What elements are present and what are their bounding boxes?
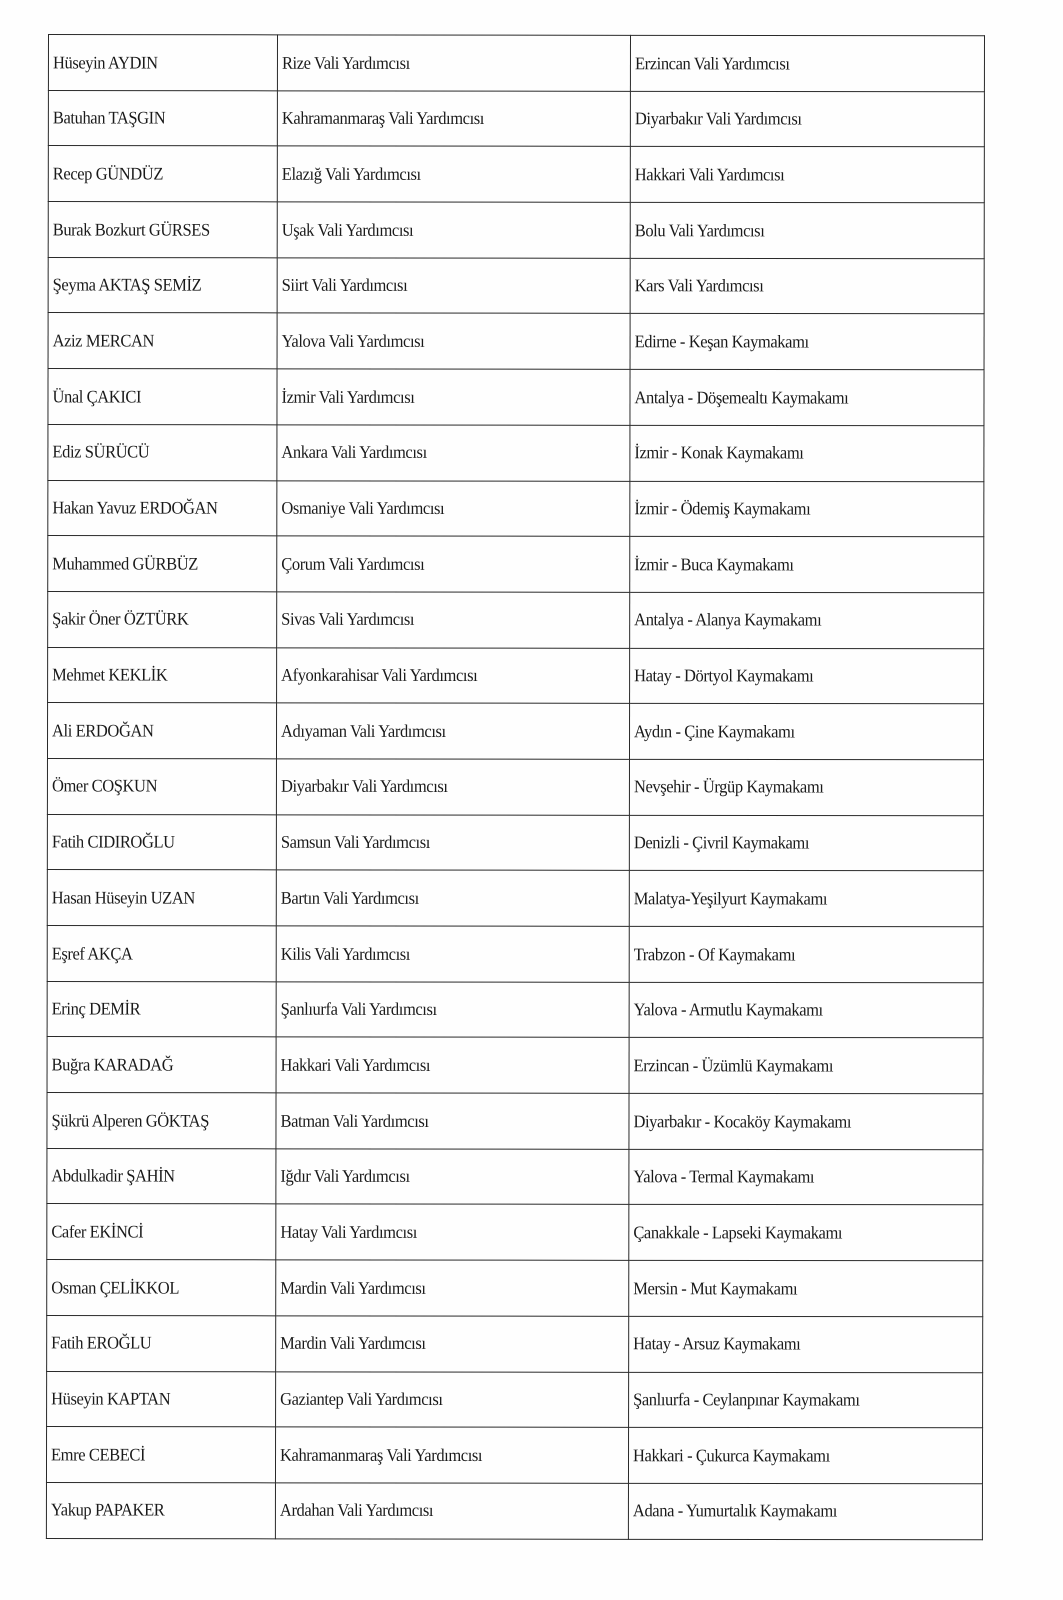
- cell-former-post: Diyarbakır Vali Yardımcısı: [276, 757, 629, 818]
- cell-name: Yakup PAPAKER: [46, 1480, 275, 1540]
- cell-name: Ömer COŞKUN: [47, 756, 276, 816]
- appointments-table: [46, 34, 985, 1540]
- cell-former-post: Mardin Vali Yardımcısı: [276, 1313, 629, 1374]
- cell-name: Fatih EROĞLU: [47, 1313, 276, 1373]
- cell-new-post: Trabzon - Of Kaymakamı: [629, 924, 983, 985]
- table-row: [47, 1093, 983, 1150]
- cell-new-post: Diyarbakır - Kocaköy Kaymakamı: [629, 1091, 983, 1152]
- table-row: [46, 1482, 982, 1539]
- cell-name: Buğra KARADAĞ: [47, 1035, 276, 1095]
- cell-former-post: Ankara Vali Yardımcısı: [277, 422, 630, 483]
- cell-name: Muhammed GÜRBÜZ: [48, 533, 277, 593]
- cell-new-post: Yalova - Armutlu Kaymakamı: [629, 980, 983, 1041]
- cell-new-post: Hatay - Dörtyol Kaymakamı: [630, 646, 984, 707]
- cell-new-post: Yalova - Termal Kaymakamı: [629, 1147, 983, 1208]
- cell-former-post: Sivas Vali Yardımcısı: [277, 589, 630, 650]
- cell-new-post: Antalya - Alanya Kaymakamı: [630, 590, 984, 651]
- cell-new-post: Hakkari - Çukurca Kaymakamı: [628, 1425, 982, 1486]
- cell-name: Cafer EKİNCİ: [47, 1202, 276, 1262]
- cell-name: Eşref AKÇA: [47, 923, 276, 983]
- cell-name: Hüseyin AYDIN: [48, 32, 277, 92]
- cell-former-post: Ardahan Vali Yardımcısı: [275, 1480, 628, 1541]
- cell-new-post: Edirne - Keşan Kaymakamı: [630, 312, 984, 373]
- cell-new-post: Aydın - Çine Kaymakamı: [629, 701, 983, 762]
- table-row: [48, 369, 984, 426]
- cell-former-post: Mardin Vali Yardımcısı: [276, 1258, 629, 1319]
- cell-name: Şükrü Alperen GÖKTAŞ: [47, 1090, 276, 1150]
- cell-name: Şakir Öner ÖZTÜRK: [48, 589, 277, 649]
- cell-name: Burak Bozkurt GÜRSES: [48, 199, 277, 259]
- table-row: [47, 758, 983, 815]
- table-row: [47, 814, 983, 871]
- cell-new-post: Adana - Yumurtalık Kaymakamı: [628, 1481, 982, 1542]
- table-row: [47, 1037, 983, 1094]
- table-row: [48, 647, 984, 704]
- cell-name: Şeyma AKTAŞ SEMİZ: [48, 255, 277, 315]
- cell-name: Osman ÇELİKKOL: [47, 1257, 276, 1317]
- cell-former-post: Kahramanmaraş Vali Yardımcısı: [277, 88, 630, 149]
- cell-new-post: Hakkari Vali Yardımcısı: [630, 144, 984, 205]
- cell-name: Ünal ÇAKICI: [48, 366, 277, 426]
- cell-former-post: Hakkari Vali Yardımcısı: [276, 1035, 629, 1096]
- cell-former-post: Samsun Vali Yardımcısı: [276, 812, 629, 873]
- cell-new-post: Kars Vali Yardımcısı: [630, 256, 984, 317]
- cell-name: Hakan Yavuz ERDOĞAN: [48, 478, 277, 538]
- cell-former-post: Uşak Vali Yardımcısı: [277, 200, 630, 261]
- table-row: [48, 257, 984, 314]
- cell-name: Batuhan TAŞGIN: [48, 88, 277, 148]
- table-row: [47, 981, 983, 1038]
- table-row: [47, 703, 983, 760]
- cell-name: Hasan Hüseyin UZAN: [47, 868, 276, 928]
- cell-new-post: İzmir - Konak Kaymakamı: [630, 423, 984, 484]
- table-row: [48, 480, 984, 537]
- cell-former-post: İzmir Vali Yardımcısı: [277, 367, 630, 428]
- cell-new-post: Erzincan Vali Yardımcısı: [630, 33, 984, 94]
- cell-new-post: İzmir - Buca Kaymakamı: [630, 534, 984, 595]
- table-row: [47, 1371, 983, 1428]
- cell-former-post: Şanlıurfa Vali Yardımcısı: [276, 979, 629, 1040]
- table-row: [47, 1204, 983, 1261]
- table-row: [48, 591, 984, 648]
- cell-new-post: Erzincan - Üzümlü Kaymakamı: [629, 1035, 983, 1096]
- appointments-table-body: [46, 35, 984, 1540]
- table-row: [47, 1315, 983, 1372]
- cell-former-post: Kahramanmaraş Vali Yardımcısı: [275, 1425, 628, 1486]
- cell-former-post: Iğdır Vali Yardımcısı: [276, 1146, 629, 1207]
- cell-new-post: Antalya - Döşemealtı Kaymakamı: [630, 367, 984, 428]
- cell-new-post: Çanakkale - Lapseki Kaymakamı: [629, 1203, 983, 1264]
- table-row: [47, 870, 983, 927]
- cell-former-post: Elazığ Vali Yardımcısı: [277, 144, 630, 205]
- table-row: [48, 202, 984, 259]
- table-row: [48, 90, 984, 147]
- cell-former-post: Afyonkarahisar Vali Yardımcısı: [277, 645, 630, 706]
- cell-former-post: Osmaniye Vali Yardımcısı: [277, 478, 630, 539]
- table-row: [48, 536, 984, 593]
- cell-name: Ali ERDOĞAN: [47, 701, 276, 761]
- cell-name: Hüseyin KAPTAN: [47, 1369, 276, 1429]
- cell-former-post: Gaziantep Vali Yardımcısı: [276, 1369, 629, 1430]
- table-row: [47, 925, 983, 982]
- cell-former-post: Çorum Vali Yardımcısı: [277, 534, 630, 595]
- cell-name: Abdulkadir ŞAHİN: [47, 1146, 276, 1206]
- table-row: [48, 313, 984, 370]
- cell-new-post: İzmir - Ödemiş Kaymakamı: [630, 479, 984, 540]
- cell-name: Mehmet KEKLİK: [48, 645, 277, 705]
- cell-name: Ediz SÜRÜCÜ: [48, 422, 277, 482]
- cell-former-post: Siirt Vali Yardımcısı: [277, 255, 630, 316]
- cell-new-post: Mersin - Mut Kaymakamı: [629, 1258, 983, 1319]
- cell-new-post: Hatay - Arsuz Kaymakamı: [629, 1314, 983, 1375]
- table-row: [47, 1148, 983, 1205]
- cell-former-post: Rize Vali Yardımcısı: [277, 33, 630, 94]
- cell-new-post: Denizli - Çivril Kaymakamı: [629, 813, 983, 874]
- cell-new-post: Şanlıurfa - Ceylanpınar Kaymakamı: [629, 1370, 983, 1431]
- cell-former-post: Hatay Vali Yardımcısı: [276, 1202, 629, 1263]
- table-row: [48, 424, 984, 481]
- cell-new-post: Bolu Vali Yardımcısı: [630, 200, 984, 261]
- cell-name: Recep GÜNDÜZ: [48, 144, 277, 204]
- table-row: [47, 1260, 983, 1317]
- cell-new-post: Nevşehir - Ürgüp Kaymakamı: [629, 757, 983, 818]
- cell-former-post: Batman Vali Yardımcısı: [276, 1091, 629, 1152]
- cell-former-post: Adıyaman Vali Yardımcısı: [276, 701, 629, 762]
- cell-new-post: Malatya-Yeşilyurt Kaymakamı: [629, 868, 983, 929]
- cell-name: Erinç DEMİR: [47, 979, 276, 1039]
- cell-new-post: Diyarbakır Vali Yardımcısı: [630, 89, 984, 150]
- cell-former-post: Yalova Vali Yardımcısı: [277, 311, 630, 372]
- table-row: [46, 1427, 982, 1484]
- table-row: [48, 35, 984, 92]
- table-row: [48, 146, 984, 203]
- cell-former-post: Bartın Vali Yardımcısı: [276, 868, 629, 929]
- cell-name: Fatih CIDIROĞLU: [47, 812, 276, 872]
- cell-name: Emre CEBECİ: [46, 1424, 275, 1484]
- cell-former-post: Kilis Vali Yardımcısı: [276, 924, 629, 985]
- cell-name: Aziz MERCAN: [48, 311, 277, 371]
